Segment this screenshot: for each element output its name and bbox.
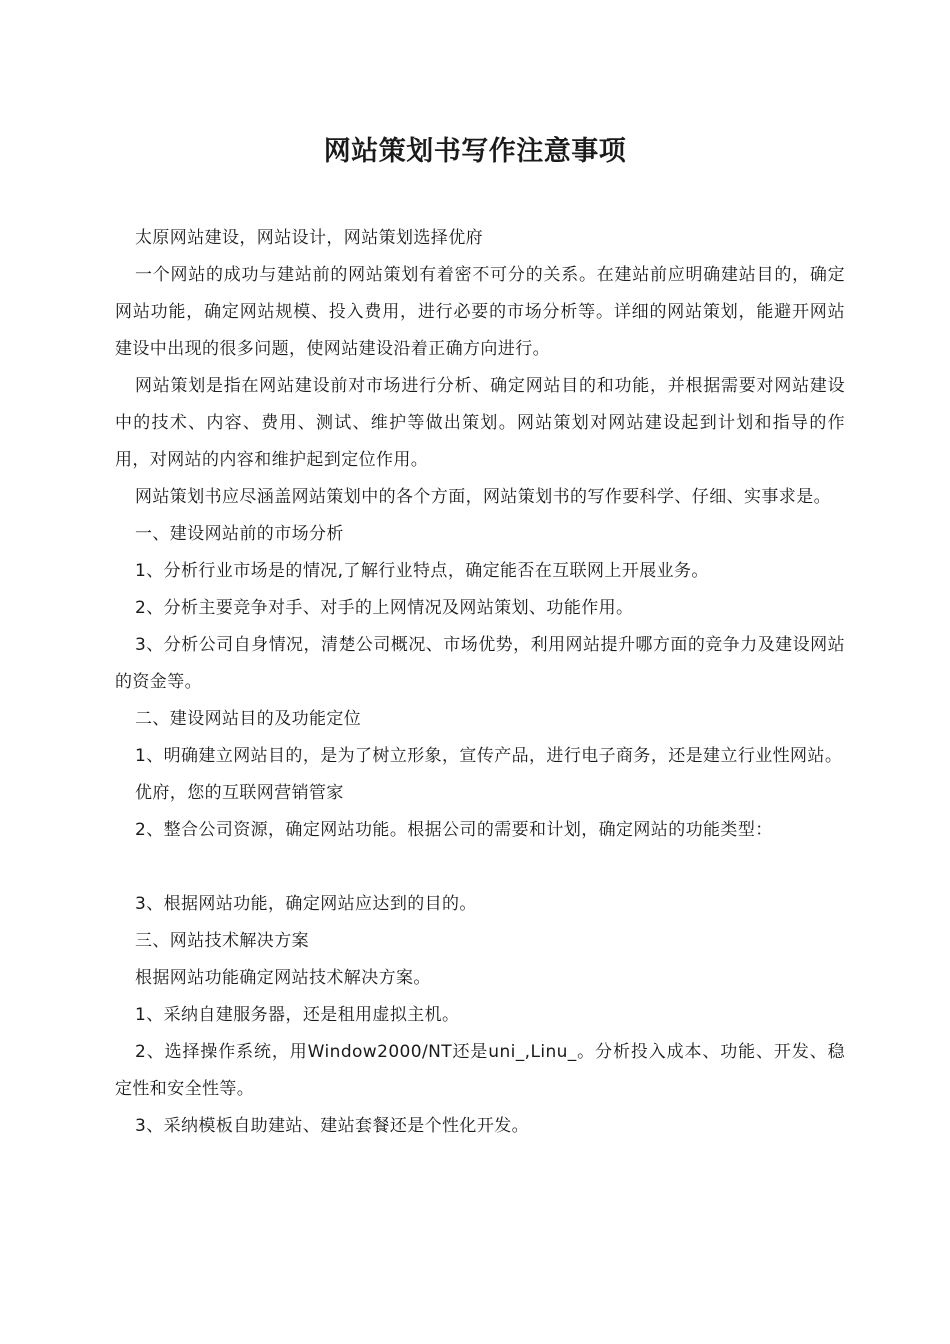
list-item: 2、选择操作系统，用Window2000/NT还是uni_,Linu_。分析投入成本、功能、开发、稳定性和安全性等。 — [115, 1042, 845, 1099]
list-item: 1、采纳自建服务器，还是租用虚拟主机。 — [135, 1005, 460, 1025]
list-item: 1、分析行业市场是的情况,了解行业特点，确定能否在互联网上开展业务。 — [135, 561, 709, 581]
section-heading: 一、建设网站前的市场分析 — [135, 524, 344, 544]
paragraph: 网站策划书应尽涵盖网站策划中的各个方面，网站策划书的写作要科学、仔细、实事求是。 — [135, 487, 831, 507]
list-item: 3、分析公司自身情况，清楚公司概况、市场优势，利用网站提升哪方面的竞争力及建设网站的资金等。 — [115, 635, 845, 692]
section-heading: 二、建设网站目的及功能定位 — [135, 709, 362, 729]
list-item: 3、根据网站功能，确定网站应达到的目的。 — [135, 894, 477, 914]
paragraph: 太原网站建设，网站设计，网站策划选择优府 — [135, 228, 483, 248]
list-item: 1、明确建立网站目的，是为了树立形象，宣传产品，进行电子商务，还是建立行业性网站。 — [135, 746, 843, 766]
section-heading: 三、网站技术解决方案 — [135, 931, 309, 951]
paragraph: 根据网站功能确定网站技术解决方案。 — [135, 968, 431, 988]
paragraph: 一个网站的成功与建站前的网站策划有着密不可分的关系。在建站前应明确建站目的，确定网站功能，确定网站规模、投入费用，进行必要的市场分析等。详细的网站策划，能避开网站建设中出现的很多问题，使网站建设沿着正确方向进行。 — [115, 265, 845, 359]
blank-line — [115, 849, 845, 886]
list-item: 2、分析主要竞争对手、对手的上网情况及网站策划、功能作用。 — [135, 598, 634, 618]
list-item: 2、整合公司资源，确定网站功能。根据公司的需要和计划，确定网站的功能类型： — [135, 820, 773, 840]
document-title: 网站策划书写作注意事项 — [323, 136, 627, 167]
document-body — [115, 220, 845, 1145]
paragraph: 优府，您的互联网营销管家 — [135, 783, 344, 803]
paragraph: 网站策划是指在网站建设前对市场进行分析、确定网站目的和功能，并根据需要对网站建设中的技术、内容、费用、测试、维护等做出策划。网站策划对网站建设起到计划和指导的作用，对网站的内容和维护起到定位作用。 — [115, 376, 845, 470]
list-item: 3、采纳模板自助建站、建站套餐还是个性化开发。 — [135, 1116, 530, 1136]
